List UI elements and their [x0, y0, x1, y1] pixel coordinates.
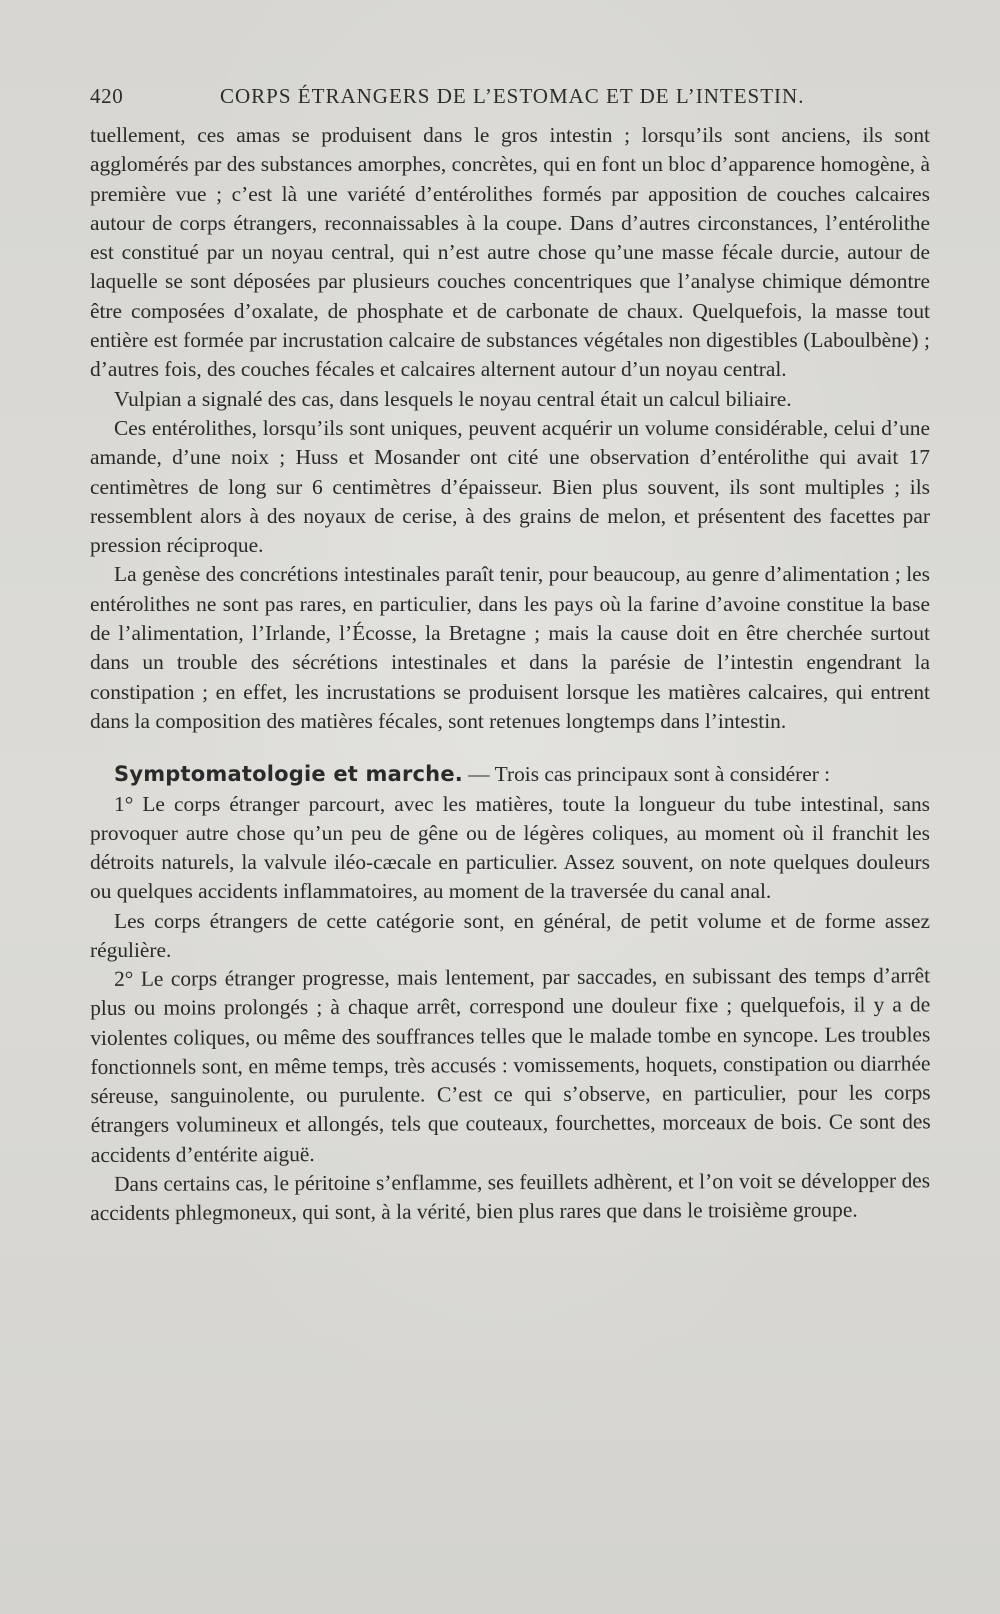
section-intro-paragraph [90, 760, 930, 789]
running-head: CORPS ÉTRANGERS DE L’ESTOMAC ET DE L’INTESTIN. [220, 84, 805, 108]
paragraph-continuation: tuellement, ces amas se produisent dans le gros intestin ; lorsqu’ils sont anciens, ils sont agglomérés par des substances amorphes, concrètes, qui en font un bloc d’apparence homogène, à première vue ; c’est là une variété d’entérolithes formés par apposition de couches calcaires autour de corps étrangers, reconnaissables à la coupe. Dans d’autres circonstances, l’entérolithe est constitué par un noyau central, qui n’est autre chose qu’une masse fécale durcie, autour de laquelle se sont déposées par plusieurs couches concentriques que l’analyse chimique démontre être composées d’oxalate, de phosphate et de carbonate de chaux. Quelquefois, la masse tout entière est formée par incrustation calcaire de substances végétales non digestibles (Laboulbène) ; d’autres fois, des couches fécales et calcaires alternent autour d’un noyau central. [90, 123, 930, 382]
paragraph-case-one: 1° Le corps étranger parcourt, avec les matières, toute la longueur du tube intestinal, sans provoquer autre chose qu’un peu de gêne ou de légères coliques, au moment où il franchit les détroits naturels, la valvule iléo-cæcale en particulier. Assez souvent, on note quelques douleurs ou quelques accidents inflammatoires, au moment de la traversée du canal anal. [90, 791, 930, 904]
paragraph-case-one-note: Les corps étrangers de cette catégorie sont, en général, de petit volume et de forme assez régulière. [90, 908, 930, 963]
page-number: 420 [90, 84, 124, 108]
paragraph-enterolithes-volume: Ces entérolithes, lorsqu’ils sont uniques, peuvent acquérir un volume considérable, celui d’une amande, d’une noix ; Huss et Mosander ont cité une observation d’entérolithe qui avait 17 centimètres de long sur 6 centimètres d’épaisseur. Bien plus souvent, ils sont multiples ; ils ressemblent alors à des noyaux de cerise, à des grains de melon, et présentent des facettes par pression réciproque. [90, 415, 930, 558]
paragraph-vulpian: Vulpian a signalé des cas, dans lesquels le noyau central était un calcul biliaire. [114, 386, 792, 411]
paragraph-case-two: 2° Le corps étranger progresse, mais lentement, par saccades, en subissant des temps d’arrêt plus ou moins prolongés ; à chaque arrêt, correspond une douleur fixe ; quelquefois, il y a de violentes coliques, ou même des souffrances telles que le malade tombe en syncope. Les troubles fonctionnels sont, en même temps, très accusés : vomissements, hoquets, constipation ou diarrhée séreuse, sanguinolente, ou purulente. C’est ce qui s’observe, en particulier, pour les corps étrangers volumineux et allongés, tels que couteaux, fourchettes, morceaux de bois. Ce sont des accidents d’entérite aiguë. [90, 963, 931, 1168]
paragraph-peritonitis: Dans certains cas, le péritoine s’enflamme, ses feuillets adhèrent, et l’on voit se développer des accidents phlegmoneux, qui sont, à la vérité, bien plus rares que dans le troisième groupe. [90, 1168, 931, 1226]
paragraph-genese-concretions: La genèse des concrétions intestinales paraît tenir, pour beaucoup, au genre d’alimentation ; les entérolithes ne sont pas rares, en particulier, dans les pays où la farine d’avoine constitue la base de l’alimentation, l’Irlande, l’Écosse, la Bretagne ; mais la cause doit en être cherchée surtout dans un trouble des sécrétions intestinales et dans la parésie de l’intestin engendrant la constipation ; en effet, les incrustations se produisent lorsque les matières calcaires, qui entrent dans la composition des matières fécales, sont retenues longtemps dans l’intestin. [90, 562, 930, 733]
section-intro-text: — Trois cas principaux sont à considérer : [462, 762, 831, 787]
page-body [90, 121, 930, 1229]
page-header [90, 84, 890, 114]
section-heading: Symptomatologie et marche. [114, 762, 463, 787]
